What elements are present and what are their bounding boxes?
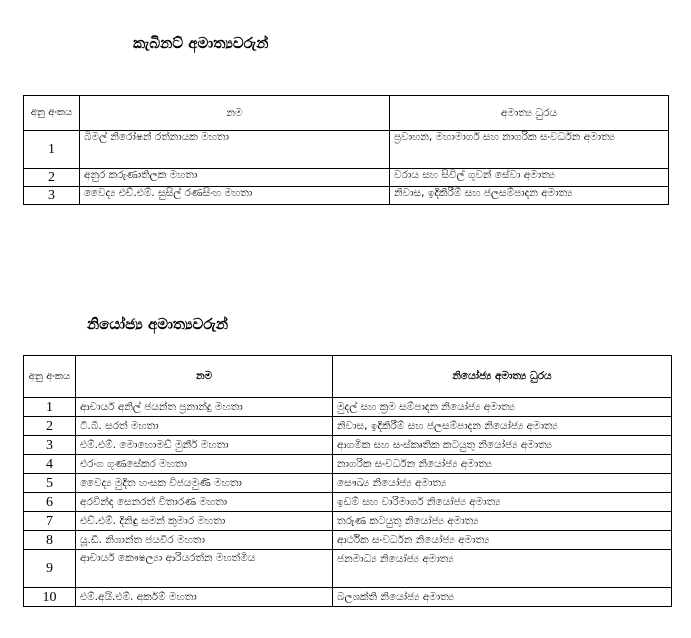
table-row [24, 455, 672, 474]
column-header-name: නම [80, 96, 390, 131]
table-row [24, 493, 672, 512]
minister-portfolio: තරුණ කටයුතු නියෝජ්‍ය අමාත්‍ය [333, 512, 672, 531]
table-row [24, 187, 669, 205]
table-row [24, 398, 672, 417]
row-number: 3 [24, 187, 80, 205]
row-number: 1 [24, 398, 76, 417]
table-row [24, 131, 669, 169]
minister-portfolio: වරාය සහ සිවිල් ගුවන් සේවා අමාත්‍ය [390, 169, 669, 187]
column-header-number: අනු අංකය [24, 356, 76, 398]
row-number: 7 [24, 512, 76, 531]
cabinet-ministers-heading: කැබිනට් අමාත්‍යවරුන් [133, 34, 269, 52]
minister-name: එච්.එම්. දිනිඳු සමන් කුමාර මහතා [76, 512, 333, 531]
row-number: 1 [24, 131, 80, 169]
column-header-portfolio: අමාත්‍ය ධුරය [390, 96, 669, 131]
minister-portfolio: ඉඩම් සහ වාරිමාර්ග නියෝජ්‍ය අමාත්‍ය [333, 493, 672, 512]
minister-name: එම්.අයි.එම්. අර්කම් මහතා [76, 588, 333, 607]
minister-portfolio: නිවාස, ඉදිකිරීම් සහ ජලසම්පාදන නියෝජ්‍ය අමාත්‍ය [333, 417, 672, 436]
minister-name: ආචාර්ය අනිල් ජයන්ත ප්‍රනාන්දු මහතා [76, 398, 333, 417]
minister-portfolio: ආගමික සහ සංස්කෘතික කටයුතු නියෝජ්‍ය අමාත්‍ය [333, 436, 672, 455]
minister-portfolio: නාගරික සංවර්ධන නියෝජ්‍ය අමාත්‍ය [333, 455, 672, 474]
table-header-row [24, 356, 672, 398]
column-header-number: අනු අංකය [24, 96, 80, 131]
row-number: 9 [24, 550, 76, 588]
minister-portfolio: සෞඛ්‍ය නියෝජ්‍ය අමාත්‍ය [333, 474, 672, 493]
table-row [24, 550, 672, 588]
table-header-row [24, 96, 669, 131]
minister-portfolio: ආර්ථික සංවර්ධන නියෝජ්‍ය අමාත්‍ය [333, 531, 672, 550]
minister-name: වෛද්‍ය එච්.එම්. සුසිල් රණසිංහ මහතා [80, 187, 390, 205]
minister-name: ආචාර්ය කෞෂල්‍යා ආරියරත්න මහත්මිය [76, 550, 333, 588]
column-header-portfolio: නියෝජ්‍ය අමාත්‍ය ධුරය [333, 356, 672, 398]
table-row [24, 474, 672, 493]
minister-name: එරංග ගුණසේකර මහතා [76, 455, 333, 474]
row-number: 8 [24, 531, 76, 550]
table-row [24, 512, 672, 531]
deputy-ministers-heading: නියෝජ්‍ය අමාත්‍යවරුන් [87, 315, 229, 333]
minister-name: අරවින්ද සෙනරත් විතාරණ මහතා [76, 493, 333, 512]
minister-name: බිමල් නිරෝෂන් රත්නායක මහතා [80, 131, 390, 169]
minister-portfolio: මුදල් සහ ක්‍රම සම්පාදන නියෝජ්‍ය අමාත්‍ය [333, 398, 672, 417]
deputy-ministers-table [23, 355, 672, 607]
row-number: 2 [24, 169, 80, 187]
row-number: 3 [24, 436, 76, 455]
column-header-name: නම [76, 356, 333, 398]
row-number: 5 [24, 474, 76, 493]
minister-name: එම්.එම්. මොහොමඩ් මුනීර් මහතා [76, 436, 333, 455]
minister-name: වෛද්‍ය මුදිත හංසක විජයමුණි මහතා [76, 474, 333, 493]
cabinet-ministers-table [23, 95, 669, 205]
minister-portfolio: බලශක්ති නියෝජ්‍ය අමාත්‍ය [333, 588, 672, 607]
table-row [24, 169, 669, 187]
row-number: 2 [24, 417, 76, 436]
minister-portfolio: ප්‍රවාහන, මහාමාර්ග සහ නාගරික සංවර්ධන අමාත්‍ය [390, 131, 669, 169]
table-row [24, 417, 672, 436]
table-row [24, 531, 672, 550]
minister-name: යූ.ඩී. නිශාන්ත ජයවීර මහතා [76, 531, 333, 550]
table-row [24, 588, 672, 607]
minister-name: ටී.බී. සරත් මහතා [76, 417, 333, 436]
table-row [24, 436, 672, 455]
minister-portfolio: ජනමාධ්‍ය නියෝජ්‍ය අමාත්‍ය [333, 550, 672, 588]
row-number: 4 [24, 455, 76, 474]
row-number: 10 [24, 588, 76, 607]
minister-name: අනුර කරුණාතිලක මහතා [80, 169, 390, 187]
minister-portfolio: නිවාස, ඉදිකිරීම් සහ ජලසම්පාදන අමාත්‍ය [390, 187, 669, 205]
row-number: 6 [24, 493, 76, 512]
